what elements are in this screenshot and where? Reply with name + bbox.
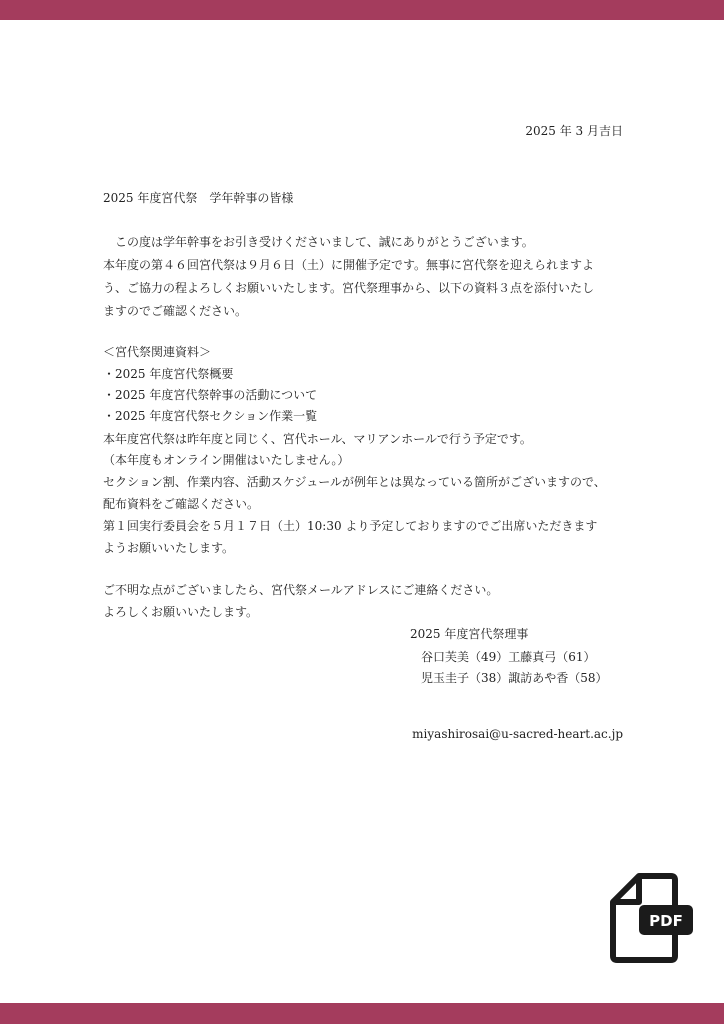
addressee: 2025 年度宮代祭 学年幹事の皆様 [103,191,294,205]
body-line-6: ようお願いいたします。 [103,541,235,555]
material-item-3: ・2025 年度宮代祭セクション作業一覧 [103,409,318,423]
intro-line-3: う、ご協力の程よろしくお願いいたします。宮代祭理事から、以下の資料３点を添付いたし [103,281,595,295]
closing-line-1: ご不明な点がございましたら、宮代祭メールアドレスにご連絡ください。 [103,583,499,597]
materials-heading: ＜宮代祭関連資料＞ [103,345,212,359]
body-line-5: 第１回実行委員会を５月１７日（土）10:30 より予定しておりますのでご出席いただきます [103,519,598,533]
material-item-1: ・2025 年度宮代祭概要 [103,367,234,381]
letter-date: 2025 年 3 月吉日 [525,124,623,138]
bottom-band [0,1003,724,1024]
sender-names-1: 谷口芙美（49）工藤真弓（61） [421,650,596,664]
top-band [0,0,724,20]
body-line-1: 本年度宮代祭は昨年度と同じく、宮代ホール、マリアンホールで行う予定です。 [103,432,532,446]
intro-line-2: 本年度の第４６回宮代祭は９月６日（土）に開催予定です。無事に宮代祭を迎えられますよ [103,258,595,272]
pdf-file-icon[interactable] [609,872,695,964]
body-line-2: （本年度もオンライン開催はいたしません。） [103,453,350,467]
body-line-4: 配布資料をご確認ください。 [103,497,260,511]
intro-line-1: この度は学年幹事をお引き受けくださいまして、誠にありがとうございます。 [103,235,534,249]
pdf-label: PDF [649,912,683,930]
body-line-3: セクション割、作業内容、活動スケジュールが例年とは異なっている箇所がございますので、 [103,475,606,489]
intro-line-4: ますのでご確認ください。 [103,304,248,318]
closing-line-2: よろしくお願いいたします。 [103,605,259,619]
sender-names-2: 児玉圭子（38）諏訪あや香（58） [421,671,608,685]
sender-title: 2025 年度宮代祭理事 [410,627,529,641]
material-item-2: ・2025 年度宮代祭幹事の活動について [103,388,318,402]
contact-email[interactable]: miyashirosai@u-sacred-heart.ac.jp [412,727,623,741]
